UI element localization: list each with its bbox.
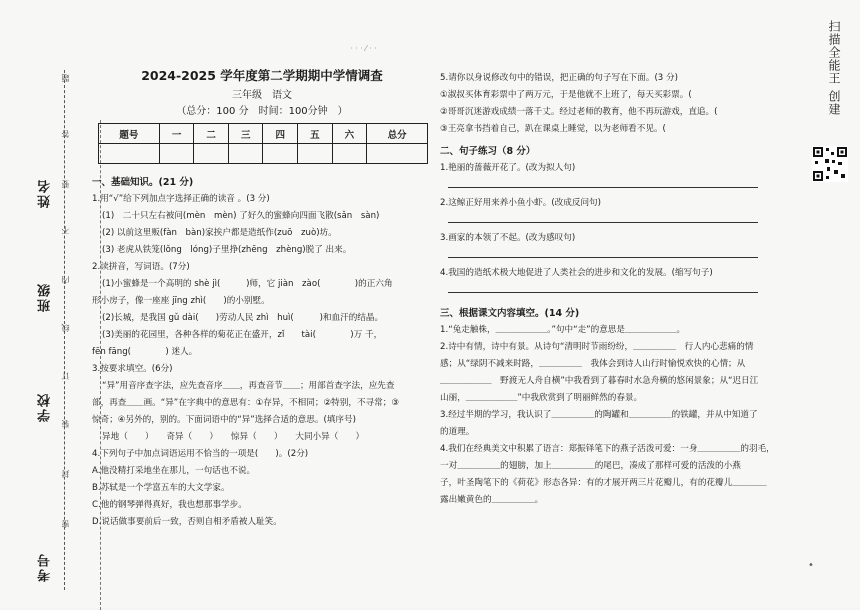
question-item: 部，再查＿＿画。“异”在字典中的意思有：①存异，不相同；②特别，不寻常；③ (92, 398, 400, 408)
question-item: (3)美丽的花园里，各种各样的菊花正在盛开，zǐ tài( )万 千， (102, 330, 383, 340)
question-item: 4.我国的造纸术极大地促进了人类社会的进步和文化的发展。(缩写句子) (440, 268, 713, 278)
section-heading: 一、基础知识。(21 分) (92, 177, 194, 188)
score-table-cell: 总分 (367, 124, 428, 144)
question-item: 感；从“绿阴不减来时路，＿＿＿＿＿ 我体会到诗人山行时愉悦欢快的心情；从 (440, 359, 746, 369)
question-item: 子，叶圣陶笔下的《荷花》形态各异：有的才展开两三片花瓣儿，有的花瓣儿＿＿＿＿ (440, 478, 767, 488)
side-binding-strip (36, 60, 76, 600)
score-cell-blank (159, 144, 194, 164)
question-item: 山丽，＿＿＿＿＿＿”中我欣赏到了明丽鲜然的春景。 (440, 393, 643, 403)
question-item: 1.“兔走触株，＿＿＿＿＿＿。”句中“走”的意思是＿＿＿＿＿＿。 (440, 325, 686, 335)
question-item: 2.这鲸正好用来养小鱼小虾。(改成反问句) (440, 198, 601, 208)
question-item: 惊奇；④另外的，别的。下面词语中的“异”选择合适的意思。(填序号) (92, 415, 356, 425)
blank (448, 212, 758, 223)
question-text: 3.按要求填空。(6分) (92, 364, 173, 374)
choice-option: C.他的钢琴弹得真好，我也想那事学步。 (92, 500, 247, 510)
score-table-header-row (99, 124, 428, 144)
side-mark: 内 (61, 276, 70, 284)
side-label-name: 姓名 (38, 178, 53, 208)
question-item: (1) 二十只左右被问(mèn mèn) 了好久的蜜蜂向四面飞散(sǎn sàn) (102, 211, 380, 221)
question-item: 3.经过半期的学习，我认识了＿＿＿＿＿的陶罐和＿＿＿＿＿的铁罐，并从中知道了 (440, 410, 758, 420)
blank (448, 177, 758, 188)
blank (448, 247, 758, 258)
score-table-blank-row (99, 144, 428, 164)
answer-line (440, 177, 780, 195)
section-heading: 三、根据课文内容填空。(14 分) (440, 308, 580, 319)
score-table-cell: 四 (263, 124, 298, 144)
side-mark: 密 (61, 520, 70, 528)
side-mark: 封 (61, 470, 70, 478)
question-item: 的道理。 (440, 427, 475, 437)
choice-option: A.他没精打采地坐在那儿，一句话也不说。 (92, 466, 256, 476)
question-item: 异地（ ） 奇异（ ） 惊异（ ） 大同小异（ ） (102, 432, 365, 442)
right-column (440, 70, 780, 509)
question-item: ②哥哥沉迷游戏成绩一落千丈。经过老师的教育，他不再玩游戏，直追。( (440, 107, 718, 117)
score-table (98, 123, 428, 164)
question-item: fēn fāng( ) 迷人。 (92, 347, 198, 357)
question-item: ①淑叔买体育彩票中了两万元，于是他就不上班了，每天买彩票。( (440, 90, 692, 100)
blank (448, 282, 758, 293)
side-mark: 要 (61, 180, 70, 188)
question-item: ＿＿＿＿＿＿ 野渡无人舟自横”中我看到了暮春时水急舟横的悠闲景象；从“迟日江 (440, 376, 759, 386)
scan-dot: • (808, 560, 814, 571)
side-mark: 答 (61, 130, 70, 138)
answer-line (440, 282, 780, 300)
score-table-cell: 一 (159, 124, 194, 144)
answer-line (440, 247, 780, 265)
side-label-class: 班级 (38, 282, 53, 312)
score-cell-blank (194, 144, 229, 164)
left-column (92, 66, 432, 531)
question-item: 4.我们在经典美文中积累了语言：郑振铎笔下的燕子活泼可爱：一身＿＿＿＿＿的羽毛， (440, 444, 775, 454)
score-cell-blank (263, 144, 298, 164)
question-item: 露出嫩黄色的＿＿＿＿＿。 (440, 495, 544, 505)
score-table-cell: 二 (194, 124, 229, 144)
side-mark: 线 (61, 324, 70, 332)
question-item: (3) 老虎从铁笼(lǒng lóng)子里挣(zhēng zhèng)脱了 出来。 (102, 245, 352, 255)
question-item: (2) 以前这里贩(fàn bàn)家挨户都是造纸作(zuō zuò)坊。 (102, 228, 337, 238)
qr-code-icon (812, 146, 848, 182)
question-item: (1)小蜜蜂是一个高明的 shè jì( )师，它 jiàn zào( )的正六角 (102, 279, 393, 289)
question-item: ③王亮拿书挡着自己，趴在课桌上睡觉，以为老师看不见。( (440, 124, 666, 134)
section-heading: 二、句子练习（8 分） (440, 146, 536, 157)
question-text: 2.读拼音，写词语。(7分) (92, 262, 190, 272)
side-label-school: 学校 (38, 392, 53, 422)
question-text: 4.下列句子中加点词语运用不恰当的一项是( )。(2分) (92, 449, 309, 459)
exam-score-time: （总分：100 分 时间：100分钟 ） (176, 106, 348, 117)
scan-mark: · · · ⁄ · · (350, 44, 377, 53)
side-mark: 装 (61, 420, 70, 428)
score-table-cell: 三 (228, 124, 263, 144)
choice-option: D.说话做事要前后一致，否则自相矛盾被人耻笑。 (92, 517, 282, 527)
question-item: 3.画家的本领了不起。(改为感叹句) (440, 233, 576, 243)
score-table-cell: 五 (298, 124, 333, 144)
side-mark: 题 (61, 74, 70, 82)
score-cell-blank (228, 144, 263, 164)
scanner-watermark: 扫描全能王 创建 (827, 20, 841, 116)
side-mark: 订 (61, 372, 70, 380)
score-table-cell: 六 (332, 124, 367, 144)
score-cell-blank (367, 144, 428, 164)
score-cell-blank (298, 144, 333, 164)
question-item: 2.诗中有情，诗中有景。从诗句“清明时节雨纷纷，＿＿＿＿＿ 行人内心悲痛的情 (440, 342, 754, 352)
question-item: “异”用音序查字法，应先查音序＿＿，再查音节＿＿；用部首查字法，应先查 (102, 381, 395, 391)
side-mark: 不 (61, 226, 70, 234)
exam-title: 2024-2025 学年度第二学期期中学情调查 (141, 68, 383, 83)
score-cell-blank (332, 144, 367, 164)
answer-line (440, 212, 780, 230)
question-item: (2)长城，是我国 gǔ dài( )劳动人民 zhì huì( )和血汗的结晶。 (102, 313, 384, 323)
question-text: 5.请你以身说修改句中的错误，把正确的句子写在下面。(3 分) (440, 73, 678, 83)
side-label-exam-no: 考号 (38, 552, 53, 582)
score-cell-blank (99, 144, 160, 164)
question-item: 一对＿＿＿＿＿的翅膀，加上＿＿＿＿＿的尾巴，凑成了那样可爱的活泼的小燕 (440, 461, 741, 471)
score-table-cell: 题号 (99, 124, 160, 144)
exam-grade: 三年级 语文 (232, 90, 292, 101)
question-text: 1.用“√”给下列加点字选择正确的读音 。(3 分) (92, 194, 270, 204)
choice-option: B.苏轼是一个学富五车的大文学家。 (92, 483, 230, 493)
question-item: 形小房子，像一座座 jīng zhì( )的小别墅。 (92, 296, 270, 306)
question-item: 1.艳丽的蔷薇开花了。(改为拟人句) (440, 163, 576, 173)
